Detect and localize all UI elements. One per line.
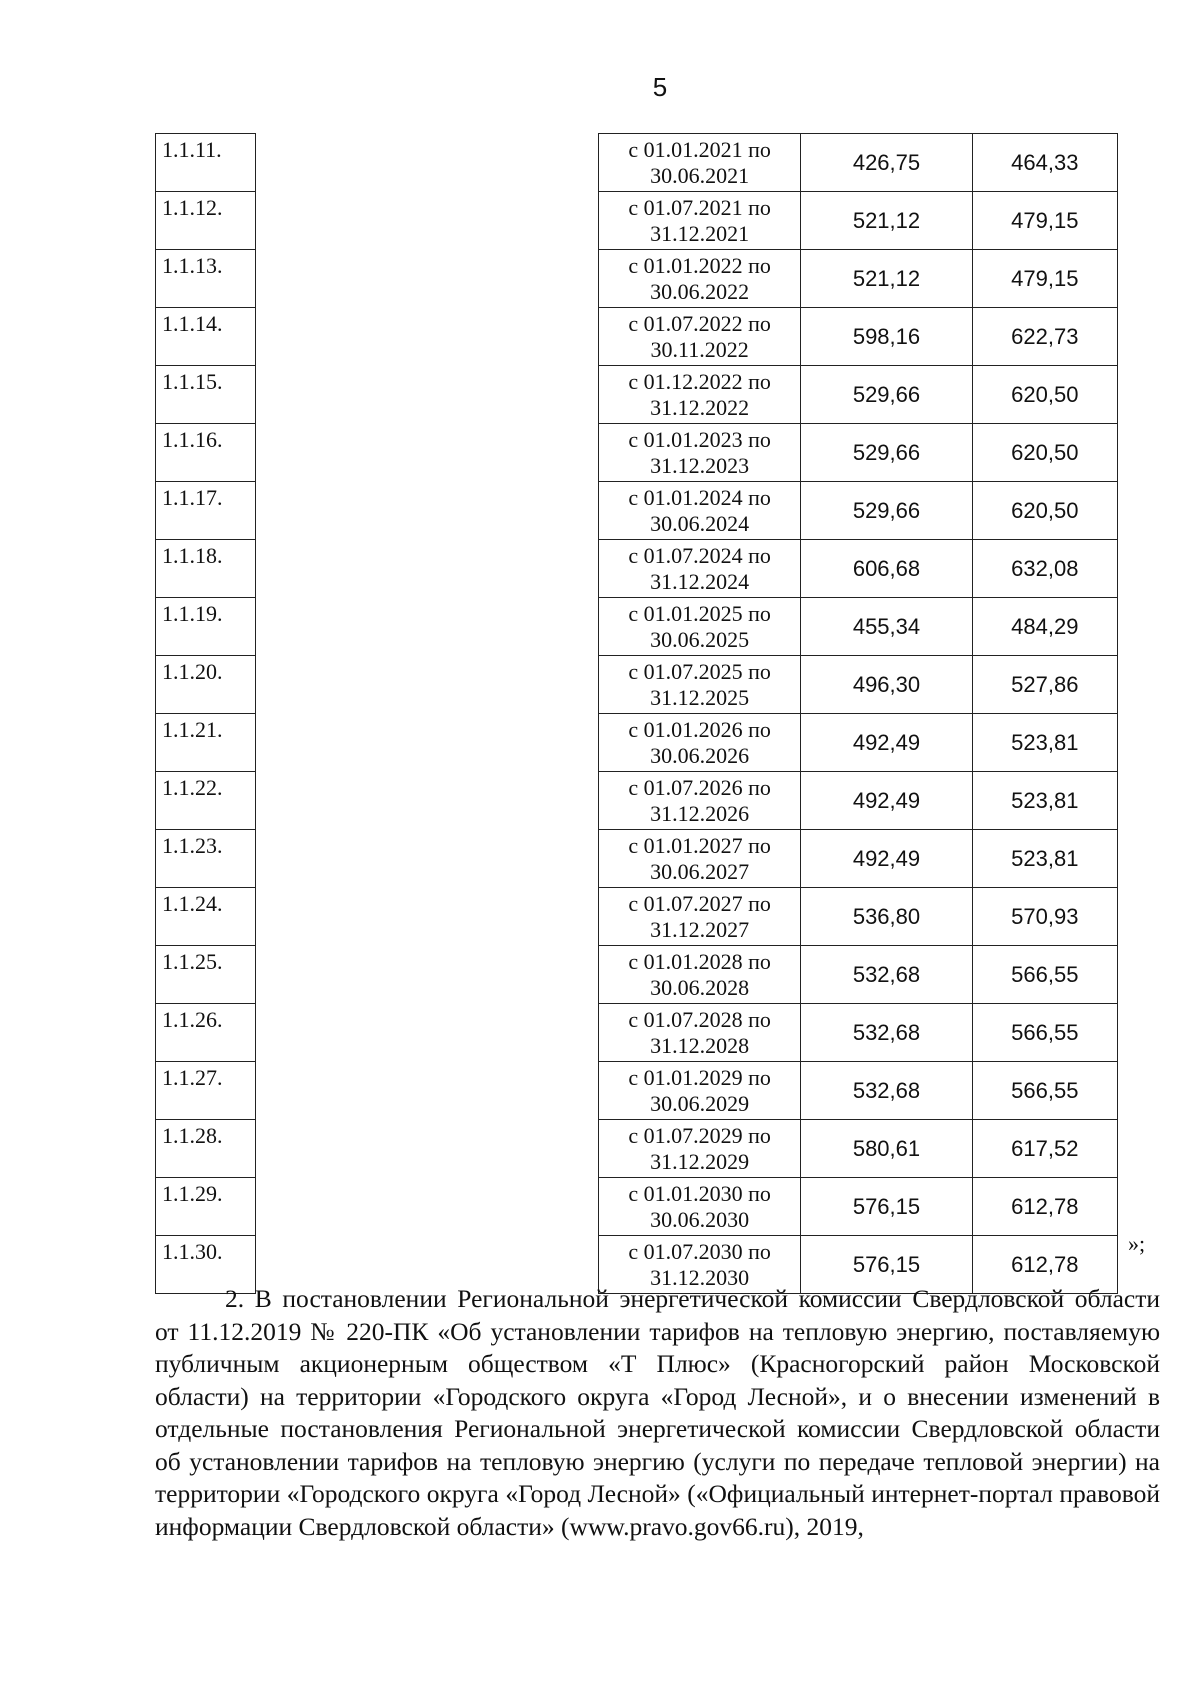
period-cell	[598, 888, 800, 946]
period-cell	[598, 830, 800, 888]
empty-cell	[256, 714, 599, 772]
tariff-value-1: 492,49	[801, 714, 972, 772]
row-number: 1.1.22.	[156, 772, 256, 830]
tariff-value-1: 455,34	[801, 598, 972, 656]
row-number: 1.1.20.	[156, 656, 256, 714]
period-start: с 01.07.2027 по	[628, 890, 771, 916]
row-number: 1.1.13.	[156, 250, 256, 308]
period-cell	[598, 366, 800, 424]
empty-cell	[256, 1120, 599, 1178]
empty-cell	[256, 308, 599, 366]
empty-cell	[256, 888, 599, 946]
row-number: 1.1.27.	[156, 1062, 256, 1120]
empty-cell	[256, 192, 599, 250]
period-start: с 01.12.2022 по	[628, 368, 771, 394]
period-start: с 01.01.2027 по	[628, 832, 771, 858]
row-number: 1.1.24.	[156, 888, 256, 946]
table-row	[156, 830, 1118, 888]
period-end: 31.12.2025	[650, 684, 750, 710]
table-row	[156, 772, 1118, 830]
period-cell	[598, 714, 800, 772]
period-cell	[598, 540, 800, 598]
period-cell	[598, 250, 800, 308]
empty-cell	[256, 424, 599, 482]
table-row	[156, 192, 1118, 250]
period-cell	[598, 1120, 800, 1178]
tariff-value-1: 532,68	[801, 946, 972, 1004]
period-end: 31.12.2023	[650, 452, 750, 478]
tariff-value-1: 529,66	[801, 482, 972, 540]
row-number: 1.1.30.	[156, 1236, 256, 1294]
period-end: 31.12.2030	[650, 1264, 750, 1290]
period-start: с 01.07.2021 по	[628, 194, 771, 220]
empty-cell	[256, 1178, 599, 1236]
tariff-value-2: 484,29	[972, 598, 1117, 656]
empty-cell	[256, 366, 599, 424]
row-number: 1.1.19.	[156, 598, 256, 656]
table-row	[156, 888, 1118, 946]
tariff-value-1: 521,12	[801, 192, 972, 250]
row-number: 1.1.17.	[156, 482, 256, 540]
tariff-value-2: 464,33	[972, 134, 1117, 192]
tariff-value-2: 479,15	[972, 192, 1117, 250]
tariff-value-1: 492,49	[801, 830, 972, 888]
period-cell	[598, 1178, 800, 1236]
tariff-value-1: 492,49	[801, 772, 972, 830]
period-cell	[598, 134, 800, 192]
empty-cell	[256, 250, 599, 308]
period-end: 30.06.2030	[650, 1206, 750, 1232]
tariff-value-2: 620,50	[972, 424, 1117, 482]
row-number: 1.1.21.	[156, 714, 256, 772]
tariff-value-2: 570,93	[972, 888, 1117, 946]
tariff-value-2: 620,50	[972, 482, 1117, 540]
row-number: 1.1.23.	[156, 830, 256, 888]
table-row	[156, 598, 1118, 656]
tariff-value-1: 580,61	[801, 1120, 972, 1178]
empty-cell	[256, 134, 599, 192]
tariff-table-body	[156, 134, 1118, 1294]
table-row	[156, 714, 1118, 772]
empty-cell	[256, 830, 599, 888]
period-cell	[598, 424, 800, 482]
empty-cell	[256, 946, 599, 1004]
period-end: 31.12.2029	[650, 1148, 750, 1174]
row-number: 1.1.11.	[156, 134, 256, 192]
row-number: 1.1.14.	[156, 308, 256, 366]
body-paragraph: 2. В постановлении Региональной энергетической комиссии Свердловской области от 11.12.2019 № 220-ПК «Об установлении тарифов на тепловую энергию, поставляемую публичным акционерным обществом «Т Плюс» (Красногорский район Московской области) на территории «Городского округа «Город Лесной», и о внесении изменений в отдельные постановления Региональной энергетической комиссии Свердловской области об установлении тарифов на тепловую энергию (услуги по передаче тепловой энергии) на территории «Городского округа «Город Лесной» («Официальный интернет-портал правовой информации Свердловской области» (www.pravo.gov66.ru), 2019,	[155, 1284, 1160, 1541]
tariff-value-2: 523,81	[972, 714, 1117, 772]
period-end: 30.11.2022	[650, 336, 749, 362]
period-cell	[598, 482, 800, 540]
table-row	[156, 656, 1118, 714]
table-row	[156, 482, 1118, 540]
tariff-value-1: 576,15	[801, 1178, 972, 1236]
period-start: с 01.01.2021 по	[628, 136, 771, 162]
row-number: 1.1.28.	[156, 1120, 256, 1178]
empty-cell	[256, 772, 599, 830]
tariff-value-2: 622,73	[972, 308, 1117, 366]
tariff-value-2: 612,78	[972, 1178, 1117, 1236]
tariff-value-2: 523,81	[972, 830, 1117, 888]
tariff-value-1: 536,80	[801, 888, 972, 946]
period-start: с 01.07.2028 по	[628, 1006, 771, 1032]
tariff-value-2: 617,52	[972, 1120, 1117, 1178]
table-row	[156, 1178, 1118, 1236]
period-end: 31.12.2022	[650, 394, 750, 420]
period-start: с 01.01.2026 по	[628, 716, 771, 742]
table-row	[156, 540, 1118, 598]
period-end: 31.12.2021	[650, 220, 750, 246]
tariff-value-1: 529,66	[801, 366, 972, 424]
period-start: с 01.01.2022 по	[628, 252, 771, 278]
row-number: 1.1.16.	[156, 424, 256, 482]
period-start: с 01.01.2023 по	[628, 426, 771, 452]
period-start: с 01.01.2025 по	[628, 600, 771, 626]
period-start: с 01.07.2030 по	[628, 1238, 771, 1264]
tariff-value-1: 529,66	[801, 424, 972, 482]
period-start: с 01.07.2022 по	[628, 310, 771, 336]
table-row	[156, 1062, 1118, 1120]
empty-cell	[256, 1004, 599, 1062]
period-end: 30.06.2026	[650, 742, 750, 768]
empty-cell	[256, 1062, 599, 1120]
table-row	[156, 946, 1118, 1004]
table-row	[156, 308, 1118, 366]
closing-quote: »;	[1128, 1231, 1146, 1256]
period-end: 30.06.2027	[650, 858, 750, 884]
period-end: 31.12.2024	[650, 568, 750, 594]
period-end: 30.06.2029	[650, 1090, 750, 1116]
period-cell	[598, 192, 800, 250]
row-number: 1.1.18.	[156, 540, 256, 598]
period-cell	[598, 946, 800, 1004]
period-end: 31.12.2026	[650, 800, 750, 826]
period-end: 31.12.2027	[650, 916, 750, 942]
period-cell	[598, 1062, 800, 1120]
tariff-value-2: 566,55	[972, 1062, 1117, 1120]
tariff-value-2: 632,08	[972, 540, 1117, 598]
tariff-value-2: 620,50	[972, 366, 1117, 424]
period-start: с 01.07.2025 по	[628, 658, 771, 684]
table-row	[156, 366, 1118, 424]
row-number: 1.1.26.	[156, 1004, 256, 1062]
tariff-value-1: 606,68	[801, 540, 972, 598]
empty-cell	[256, 540, 599, 598]
empty-cell	[256, 656, 599, 714]
tariff-value-2: 566,55	[972, 1004, 1117, 1062]
period-cell	[598, 1004, 800, 1062]
period-cell	[598, 772, 800, 830]
period-start: с 01.01.2024 по	[628, 484, 771, 510]
tariff-value-1: 598,16	[801, 308, 972, 366]
table-row	[156, 424, 1118, 482]
period-end: 31.12.2028	[650, 1032, 750, 1058]
period-end: 30.06.2028	[650, 974, 750, 1000]
period-cell	[598, 598, 800, 656]
row-number: 1.1.29.	[156, 1178, 256, 1236]
tariff-value-2: 527,86	[972, 656, 1117, 714]
tariff-value-2: 566,55	[972, 946, 1117, 1004]
page-number: 5	[652, 72, 668, 102]
table-row	[156, 1004, 1118, 1062]
tariff-value-1: 576,15	[801, 1236, 972, 1294]
empty-cell	[256, 598, 599, 656]
tariff-value-1: 532,68	[801, 1062, 972, 1120]
tariff-value-1: 496,30	[801, 656, 972, 714]
period-start: с 01.01.2028 по	[628, 948, 771, 974]
period-cell	[598, 656, 800, 714]
period-start: с 01.07.2029 по	[628, 1122, 771, 1148]
tariff-value-1: 521,12	[801, 250, 972, 308]
period-end: 30.06.2025	[650, 626, 750, 652]
tariff-value-1: 426,75	[801, 134, 972, 192]
tariff-table	[155, 133, 1118, 1294]
row-number: 1.1.25.	[156, 946, 256, 1004]
row-number: 1.1.15.	[156, 366, 256, 424]
period-start: с 01.01.2029 по	[628, 1064, 771, 1090]
empty-cell	[256, 482, 599, 540]
period-end: 30.06.2024	[650, 510, 750, 536]
period-start: с 01.07.2026 по	[628, 774, 771, 800]
period-start: с 01.01.2030 по	[628, 1180, 771, 1206]
period-start: с 01.07.2024 по	[628, 542, 771, 568]
period-end: 30.06.2021	[650, 162, 750, 188]
tariff-value-2: 612,78	[972, 1236, 1117, 1294]
table-row	[156, 134, 1118, 192]
tariff-value-2: 479,15	[972, 250, 1117, 308]
tariff-value-2: 523,81	[972, 772, 1117, 830]
table-row	[156, 1120, 1118, 1178]
period-end: 30.06.2022	[650, 278, 750, 304]
period-cell	[598, 308, 800, 366]
row-number: 1.1.12.	[156, 192, 256, 250]
tariff-value-1: 532,68	[801, 1004, 972, 1062]
table-row	[156, 250, 1118, 308]
